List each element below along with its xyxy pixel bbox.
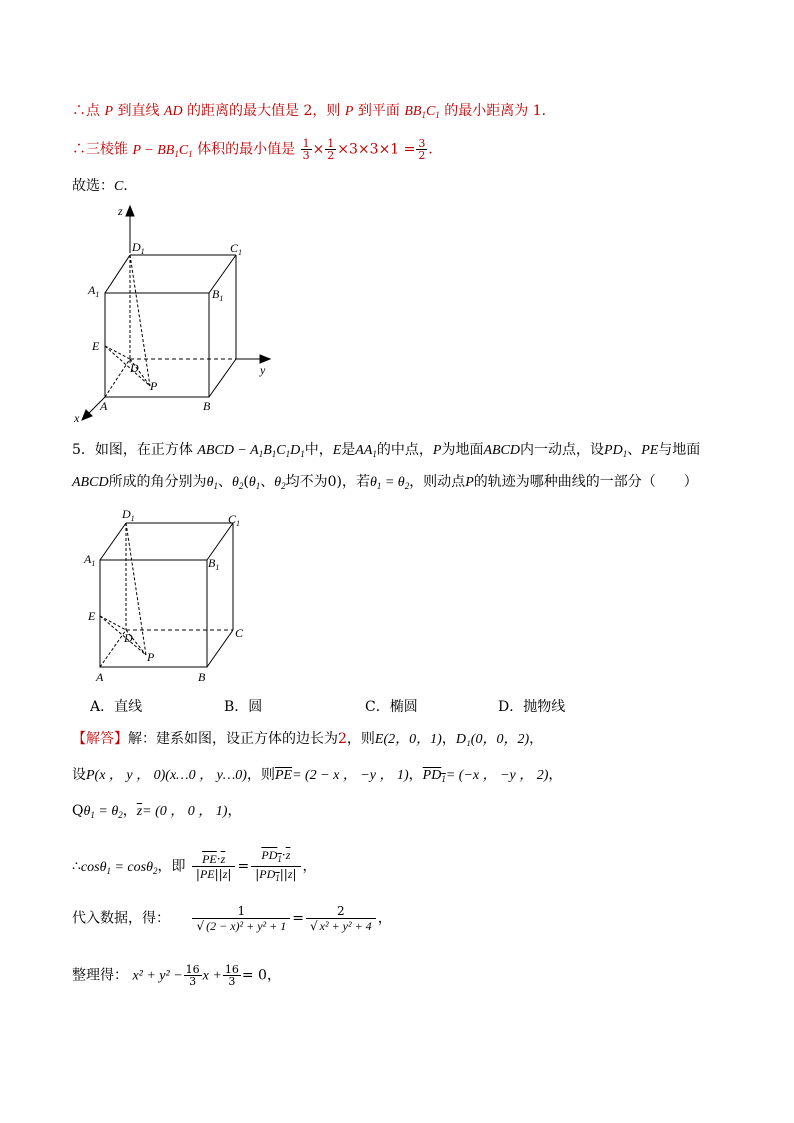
label-C: C xyxy=(235,626,244,640)
question-5-line-1: 5．如图，在正方体 ABCD − $A_1B_1C_1D_1$中，E是$AA_1$的中点，P为地面ABCD内一动点，设$PD_1$、PE与地面 xyxy=(72,442,701,459)
label-P: P xyxy=(150,379,158,393)
label-A1: $A_1$ xyxy=(88,283,100,299)
label-D1: $D_1$ xyxy=(132,240,145,256)
question-5-line-2: ABCD所成的角分别为$\theta_1$、$\theta_2(\theta_1$、$\theta_2$均不为0)，若$\theta_1 = \theta_2$，则动点P的轨迹为哪种曲线的一部分（ ） xyxy=(72,474,698,491)
label-D: D xyxy=(130,361,139,375)
label-D1: $D_1$ xyxy=(122,507,135,523)
label-y: y xyxy=(260,363,266,377)
answer-line-2: 设P(x ， y ， 0)(x…0 ， y…0)，则$\overline{PE}= (2 - x$ ， −y ， 1)，$PD_1= (-x$ ， −y ， 2)， xyxy=(72,767,563,784)
label-C1: $C_1$ xyxy=(228,512,241,528)
cube-figure-2 xyxy=(80,503,270,683)
answer-line-5: 代入数据，得： $\frac{1}{\text{√ (2 − x)² + y² + 1}}$ = $\frac{2}{\text{√ x² + y² + 4}}$ ， xyxy=(72,904,392,933)
label-B: B xyxy=(198,670,206,683)
solution-line-3: 故选：C． xyxy=(72,178,138,194)
option-a[interactable]: A．直线 xyxy=(90,699,143,715)
label-A1: $A_1$ xyxy=(84,552,96,568)
label-A: A xyxy=(96,670,104,683)
answer-line-3: $Q\theta_1 = \theta_2$，$\overline{z}= (0$ ， 0 ， 1)， xyxy=(72,803,242,820)
answer-line-1: 【解答】解：建系如图，设正方体的边长为2，则E(2，0，1)，D₁(0，0，2)， xyxy=(72,731,544,747)
option-c[interactable]: C．椭圆 xyxy=(365,699,418,715)
label-E: E xyxy=(92,339,100,353)
option-b[interactable]: B．圆 xyxy=(224,699,263,715)
solution-line-2: ∴三棱锥 $P - BB_1C_1$ 体积的最小值是 $\frac{1}{3}$ × $\frac{1}{2}$ ×3×3×1 = $\frac{3}{2}$ ． xyxy=(72,137,443,162)
label-B: B xyxy=(203,399,211,413)
label-E: E xyxy=(88,609,96,623)
label-z: z xyxy=(118,204,123,218)
label-B1: $B_1$ xyxy=(208,556,220,572)
cube-figure-1 xyxy=(70,200,290,430)
answer-line-4: ∴cosθ$_1$ = cosθ$_2$，即 $\frac{\overline{PE}\cdot\overline{z}}{|\overline{PE}||\overline{z}|}$ = $\frac{PD_1\cdot\overline{z}}{|PD_1||\overline{z}|}$ ， xyxy=(72,848,317,883)
answer-line-6: 整理得： x² + y² − $\frac{16}{3}$ x + $\frac{16}{3}$ = 0， xyxy=(72,963,281,988)
label-C1: $C_1$ xyxy=(230,241,243,257)
label-x: x xyxy=(74,411,80,425)
label-D: D xyxy=(124,631,133,645)
label-B1: $B_1$ xyxy=(212,287,224,303)
label-A: A xyxy=(100,399,108,413)
option-d[interactable]: D．抛物线 xyxy=(498,699,566,715)
solution-line-1: ∴点 P 到直线 AD 的距离的最大值是 2，则 P 到平面 $BB_1C_1$ 的最小距离为 1． xyxy=(72,103,556,120)
label-P: P xyxy=(147,650,155,664)
